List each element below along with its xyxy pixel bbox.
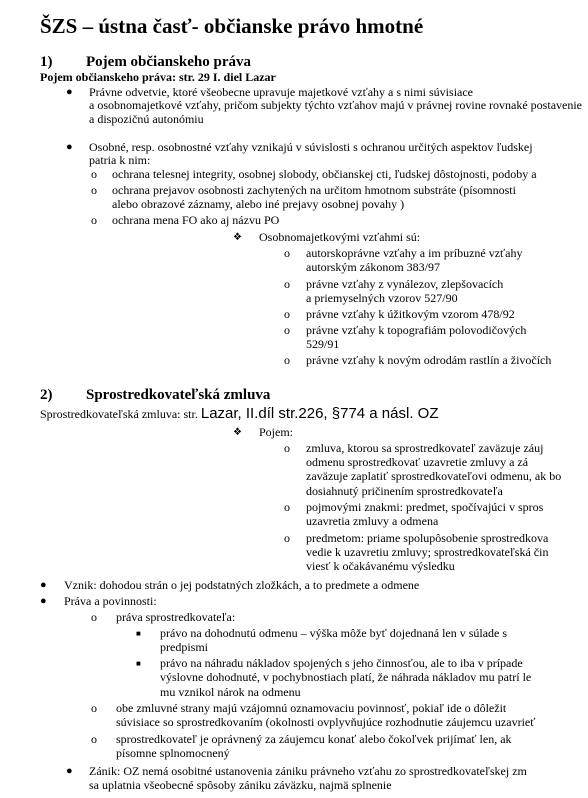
s2-pojem-1-line-1: zmluva, ktorou sa sprostredkovateľ zaväzuje záuj xyxy=(306,441,544,455)
s2-pojem-1-line-3: zaväzuje zaplatiť sprostredkovateľovi odmenu, ak bo xyxy=(306,469,562,483)
s2-pp-label: Práva a povinnosti: xyxy=(64,594,157,608)
circle-bullet-icon: o xyxy=(284,353,290,367)
s1-sub-1: ochrana telesnej integrity, osobnej slobody, občianskej cti, ľudskej dôstojnosti, podoby a xyxy=(112,167,537,181)
bullet-icon: ● xyxy=(66,86,73,98)
s1-sub-2-line-2: alebo obrazové záznamy, alebo iné prejavy osobnej povahy ) xyxy=(112,197,405,211)
s1-om-label: Osobnomajetkovými vzťahmi sú: xyxy=(259,230,421,244)
s2-prava-2-line-3: mu vznikol nárok na odmenu xyxy=(160,685,301,699)
s2-pojem-1-line-2: odmenu sprostredkovať uzavretie zmluvy a zá xyxy=(306,455,529,469)
diamond-bullet-icon: ❖ xyxy=(233,427,242,438)
circle-bullet-icon: o xyxy=(284,500,290,514)
s2-pojem-2-line-1: pojmovými znakmi: predmet, spočívajúci v spros xyxy=(306,500,544,514)
s2-pojem-label: Pojem: xyxy=(259,425,294,439)
bullet-icon: ● xyxy=(40,595,47,607)
s2-pojem-2-line-2: uzavretia zmluvy a odmena xyxy=(306,514,439,528)
diamond-bullet-icon: ❖ xyxy=(233,232,242,243)
circle-bullet-icon: o xyxy=(284,323,290,337)
s2-vznik: Vznik: dohodou strán o jej podstatných zložkách, a to predmete a odmene xyxy=(64,578,420,592)
circle-bullet-icon: o xyxy=(284,531,290,545)
s1-sub-3: ochrana mena FO ako aj názvu PO xyxy=(112,213,280,227)
s2-sub-prefix: Sprostredkovateľská zmluva: str. xyxy=(40,407,198,421)
s1-om-4-line-2: 529/91 xyxy=(306,337,340,351)
s2-pojem-1-line-4: dosiahnutý pričinením sprostredkovateľa xyxy=(306,484,503,498)
circle-bullet-icon: o xyxy=(284,277,290,291)
bullet-icon: ● xyxy=(66,765,73,777)
section-2-subheading xyxy=(40,407,439,422)
s1-sub-2-line-1: ochrana prejavov osobnosti zachytených na určitom hmotnom substráte (písomnosti xyxy=(112,183,516,197)
s2-prava-1-line-2: predpismi xyxy=(160,640,208,654)
s2-prava-2-line-1: právo na náhradu nákladov spojených s jeho činnosťou, ale to iba v prípade xyxy=(160,656,523,670)
s2-sub-ref: Lazar, II.díl str.226, §774 a násl. OZ xyxy=(200,405,439,422)
circle-bullet-icon: o xyxy=(91,183,97,197)
square-bullet-icon: ■ xyxy=(136,659,141,668)
circle-bullet-icon: o xyxy=(91,701,97,715)
bullet-icon: ● xyxy=(40,579,47,591)
s2-opr-line-1: sprostredkovateľ je oprávnený za záujemcu konať alebo čokoľvek prijímať len, ak xyxy=(116,732,512,746)
s2-zanik-line-1: Zánik: OZ nemá osobitné ustanovenia zániku právneho vzťahu zo sprostredkovateľskej zm xyxy=(89,764,527,778)
section-2-number: 2) xyxy=(40,387,53,403)
s2-pojem-3-line-1: predmetom: priame spolupôsobenie sprostredkova xyxy=(306,531,549,545)
s1-om-4-line-1: právne vzťahy k topografiám polovodičových xyxy=(306,323,527,337)
s1-om-3: právne vzťahy k úžitkovým vzorom 478/92 xyxy=(306,307,515,321)
s1-om-2-line-1: právne vzťahy z vynálezov, zlepšovacích xyxy=(306,277,504,291)
circle-bullet-icon: o xyxy=(284,441,290,455)
bullet-icon: ● xyxy=(66,141,73,153)
section-2-heading: Sprostredkovateľská zmluva xyxy=(86,387,271,403)
s1-om-1-line-2: autorským zákonom 383/97 xyxy=(306,260,440,274)
s2-opr-line-2: písomne splnomocnený xyxy=(116,746,230,760)
s1-bullet-2-line-1: Osobné, resp. osobnostné vzťahy vznikajú v súvislosti s ochranou určitých aspektov ľudskej xyxy=(89,140,533,154)
square-bullet-icon: ■ xyxy=(136,629,141,638)
s1-om-2-line-2: a priemyselných vzorov 527/90 xyxy=(306,291,458,305)
circle-bullet-icon: o xyxy=(91,732,97,746)
section-1-number: 1) xyxy=(40,54,53,70)
circle-bullet-icon: o xyxy=(91,213,97,227)
s2-pojem-3-line-3: viesť k očakávanému výsledku xyxy=(306,559,455,573)
page-title: ŠZS – ústna časť- občianske právo hmotné xyxy=(40,14,424,38)
s1-om-5: právne vzťahy k novým odrodám rastlín a živočích xyxy=(306,353,552,367)
s2-obe-line-1: obe zmluvné strany majú vzájomnú oznamovaciu povinnosť, pokiaľ ide o dôležit xyxy=(116,701,507,715)
circle-bullet-icon: o xyxy=(91,167,97,181)
s2-prava-2-line-2: výslovne dohodnuté, v pochybnostiach platí, že náhrada nákladov mu patrí le xyxy=(160,670,532,684)
s2-prava-label: práva sprostredkovateľa: xyxy=(116,610,236,624)
s2-zanik-line-2: sa uplatnia všeobecné spôsoby zániku záväzku, najmä splnenie xyxy=(89,778,392,792)
s1-bullet-1-line-2: a osobnomajetkové vzťahy, pričom subjekty týchto vzťahov majú v právnej rovine rovnaké postavenie xyxy=(89,98,583,112)
s2-pojem-3-line-2: vedie k uzavretiu zmluvy; sprostredkovateľská čin xyxy=(306,545,549,559)
s1-om-1-line-1: autorskoprávne vzťahy a im príbuzné vzťahy xyxy=(306,246,523,260)
s1-bullet-1-line-3: a dispozičnú autonómiu xyxy=(89,112,204,126)
s1-bullet-1-line-1: Právne odvetvie, ktoré všeobecne upravuje majetkové vzťahy a s nimi súvisiace xyxy=(89,85,473,99)
section-1-heading: Pojem občianskeho práva xyxy=(86,54,251,70)
s2-obe-line-2: súvisiace so sprostredkovaním (okolnosti ovplyvňujúce rozhodnutie záujemcu uzavrieť xyxy=(116,715,536,729)
circle-bullet-icon: o xyxy=(284,246,290,260)
circle-bullet-icon: o xyxy=(91,610,97,624)
circle-bullet-icon: o xyxy=(284,307,290,321)
s2-prava-1-line-1: právo na dohodnutú odmenu – výška môže byť dojednaná len v súlade s xyxy=(160,626,508,640)
section-1-subheading: Pojem občianskeho práva: str. 29 I. diel Lazar xyxy=(40,70,276,84)
s1-bullet-2-line-2: patria k nim: xyxy=(89,153,151,167)
